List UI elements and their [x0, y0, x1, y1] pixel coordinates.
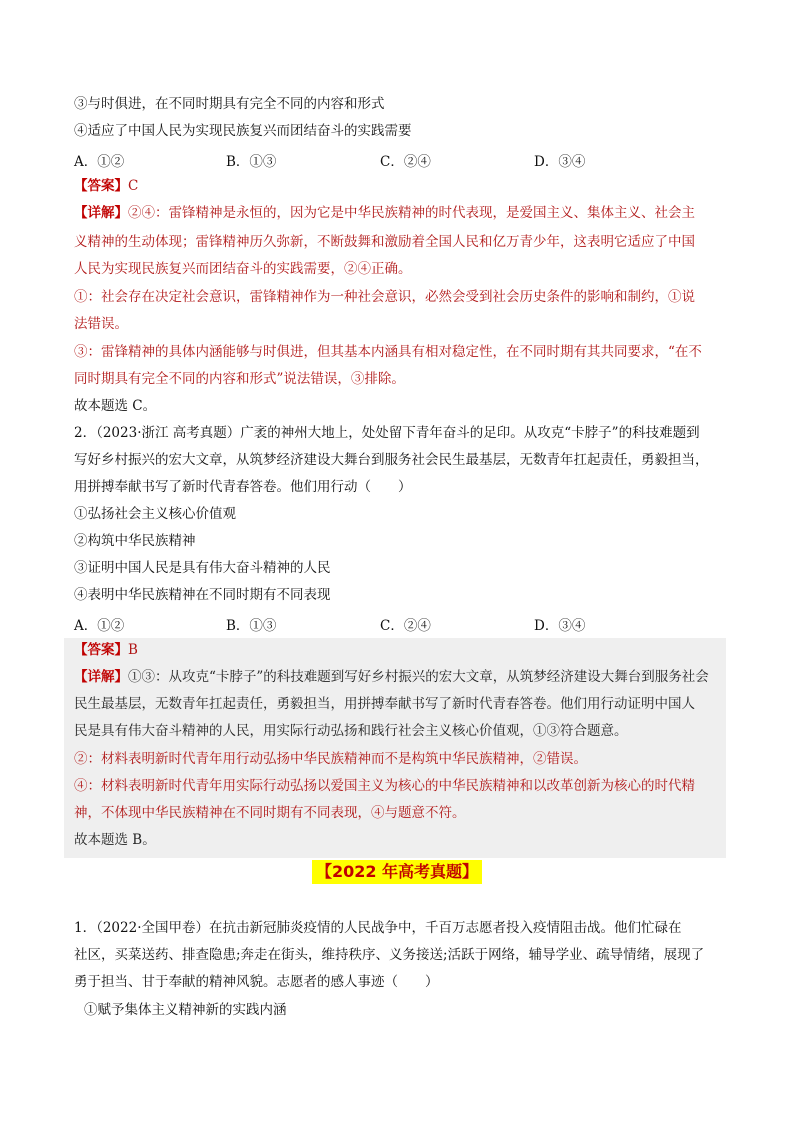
answer-label: 【答案】 [74, 642, 128, 658]
error-line-4: 同时期具有完全不同的内容和形式”说法错误，③排除。 [74, 371, 405, 387]
error-line-2: ④：材料表明新时代青年用实际行动弘扬以爱国主义为核心的中华民族精神和以改革创新为核心的时代精 [74, 778, 695, 794]
detail-label: 【详解】 [74, 205, 128, 221]
detail-line-3: 民是具有伟大奋斗精神的人民，用实际行动弘扬和践行社会主义核心价值观，①③符合题意。 [74, 723, 628, 739]
question-stem-line-1: 1．（2022·全国甲卷）在抗击新冠肺炎疫情的人民战争中，千百万志愿者投入疫情阻击战。他们忙碌在 [74, 920, 682, 936]
question-stem-line-3: 用拼搏奉献书写了新时代青春答卷。他们用行动（ ） [74, 479, 412, 495]
choice-b: B．①③ [226, 618, 277, 634]
choice-row [74, 150, 734, 168]
detail-line-3: 人民为实现民族复兴而团结奋斗的实践需要，②④正确。 [74, 261, 412, 277]
conclusion: 故本题选 B。 [74, 832, 156, 848]
error-line-3: ③：雷锋精神的具体内涵能够与时俱进，但其基本内涵具有相对稳定性，在不同时期有其共同要求，“在不 [74, 344, 702, 360]
choice-d: D．③④ [534, 154, 586, 170]
detail-line-1: 【详解】②④：雷锋精神是永恒的，因为它是中华民族精神的时代表现，是爱国主义、集体主义、社会主 [74, 205, 695, 221]
choice-b: B．①③ [226, 154, 277, 170]
section-title: 【2022 年高考真题】 [0, 860, 794, 884]
answer-value: C [128, 178, 139, 194]
choice-c: C．②④ [380, 618, 431, 634]
answer-value: B [128, 642, 138, 658]
statement-1: ①赋予集体主义精神新的实践内涵 [84, 1002, 287, 1018]
statement-1: ①弘扬社会主义核心价值观 [74, 506, 236, 522]
error-line-2: 法错误。 [74, 316, 128, 332]
question-stem-line-3: 勇于担当、甘于奉献的精神风貌。志愿者的感人事迹（ ） [74, 974, 439, 990]
choice-row [74, 614, 734, 632]
statement-4: ④表明中华民族精神在不同时期有不同表现 [74, 587, 331, 603]
detail-line-1: 【详解】①③：从攻克“卡脖子”的科技难题到写好乡村振兴的宏大文章，从筑梦经济建设大舞台到服务社会 [74, 669, 709, 685]
choice-a: A．①② [74, 154, 125, 170]
option-item-4: ④适应了中国人民为实现民族复兴而团结奋斗的实践需要 [74, 123, 412, 139]
answer-label: 【答案】 [74, 178, 128, 194]
option-item-3: ③与时俱进，在不同时期具有完全不同的内容和形式 [74, 96, 385, 112]
statement-3: ③证明中国人民是具有伟大奋斗精神的人民 [74, 560, 331, 576]
answer-line [74, 177, 138, 195]
choice-c: C．②④ [380, 154, 431, 170]
detail-line-2: 义精神的生动体现；雷锋精神历久弥新，不断鼓舞和激励着全国人民和亿万青少年，这表明它适应了中国 [74, 234, 695, 250]
error-line-1: ①：社会存在决定社会意识，雷锋精神作为一种社会意识，必然会受到社会历史条件的影响和制约，①说 [74, 289, 695, 305]
detail-line-2: 民生最基层，无数青年扛起责任，勇毅担当，用拼搏奉献书写了新时代青春答卷。他们用行动证明中国人 [74, 696, 695, 712]
error-line-1: ②：材料表明新时代青年用行动弘扬中华民族精神而不是构筑中华民族精神，②错误。 [74, 751, 587, 767]
statement-2: ②构筑中华民族精神 [74, 533, 196, 549]
conclusion: 故本题选 C。 [74, 398, 157, 414]
detail-label: 【详解】 [74, 669, 128, 685]
question-stem-line-2: 写好乡村振兴的宏大文章，从筑梦经济建设大舞台到服务社会民生最基层，无数青年扛起责任，勇毅担当， [74, 452, 709, 468]
choice-d: D．③④ [534, 618, 586, 634]
choice-a: A．①② [74, 618, 125, 634]
question-stem-line-1: 2．（2023·浙江 高考真题）广袤的神州大地上，处处留下青年奋斗的足印。从攻克“卡脖子”的科技难题到 [74, 425, 700, 441]
error-line-3: 神，不体现中华民族精神在不同时期有不同表现，④与题意不符。 [74, 805, 466, 821]
answer-line [74, 641, 138, 659]
question-stem-line-2: 社区，买菜送药、排查隐患;奔走在街头，维持秩序、义务接送;活跃于网络，辅导学业、疏导情绪，展现了 [74, 947, 705, 963]
